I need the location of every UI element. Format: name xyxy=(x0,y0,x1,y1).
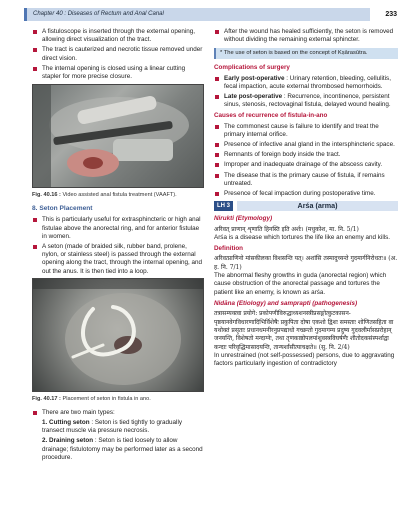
list-item: A fistuloscope is inserted through the external opening, allowing direct visualization of the tract. xyxy=(32,28,204,44)
paragraph: The abnormal fleshy growths in guda (anorectal region) which cause obstruction of the anorectal passage and tortures the patient like an enemy, is known as arśa. xyxy=(214,272,387,296)
list-item: A seton (made of braided silk, rubber band, prolene, nylon, or stainless steel) is passed through the external opening along the tract, through the internal opening, and out the anus. It is then tied into a loop. xyxy=(32,243,204,276)
seton-photo-illustration xyxy=(33,279,204,392)
chapter-title: Chapter 40 : Diseases of Rectum and Anal Canal xyxy=(33,11,164,17)
list-item: Presence of infective anal gland in the intersphincteric space. xyxy=(214,141,398,149)
page-number: 233 xyxy=(385,11,397,18)
lh-title: Arśa (arma) xyxy=(237,201,398,211)
list-item: 1. Cutting seton : Seton is tied tightly to gradually transect muscle via pressure necrosis. xyxy=(42,419,182,435)
figure-number: Fig. 40.17 : xyxy=(32,395,61,402)
paragraph: In unrestrained (not self-possessed) persons, due to aggravating factors particularly ingestion of contradictory xyxy=(214,352,395,368)
left-column xyxy=(32,28,204,464)
surgical-photo-illustration xyxy=(33,85,204,188)
list-item: Presence of fecal impaction during postoperative time. xyxy=(214,190,398,198)
subheading: Nirukti (Etymology) xyxy=(214,215,273,223)
right-column xyxy=(214,28,398,369)
sanskrit-verse: तत्रासम्यक्त्वा प्रयोगे: प्रकोपणीविरुद्धाध्यशनस्त्रीप्रसङ्गोत्कुटकासन-पृष्ठयानवेगविधारणादिभिर्विशेषैः प्रकुपिता दोषा एकशो द्विशः समस्ताः शोणितसहिता वा यथोक्तं प्रसृताः प्रधानधमनीरनुप्रपद्याधो गच्छन्तो गुदमागम्य प्रदुष्य गुदवलीर्मासप्ररोहान् जनयन्ति, विशेषतो मन्दाग्नेः, तथा तृणकाष्ठोपलपांशुवस्त्रविघर्षणैः शीतोदकसंस्पर्शाद्वा कन्दाः परिवृद्धिमासादयन्ति, तान्यर्शांसीत्याचक्षते॥ (सु. नि. 2/4) xyxy=(214,310,394,351)
list-item: The disease that is the primary cause of fistula, if remains untreated. xyxy=(214,172,398,188)
section-heading: 8. Seton Placement xyxy=(32,205,93,213)
sanskrit-verse: अरिवत्प्राणिनो मांसकीलका विशसन्ति यत्। अशांसि तस्मादुच्यन्ते गुदमार्गनिरोधतः॥ (अ. ह. नि. 7/1) xyxy=(214,255,398,271)
lh-banner xyxy=(214,201,398,211)
note-box: * The use of seton is based on the concept of Kṣārasūtra. xyxy=(214,48,398,59)
section-heading: Complications of surgery xyxy=(214,64,290,72)
lh-tag: LH 3 xyxy=(214,201,233,211)
list-item: The commonest cause is failure to identify and treat the primary internal orifice. xyxy=(214,123,398,139)
list-item: Remnants of foreign body inside the tract. xyxy=(214,151,398,159)
list-item: After the wound has healed sufficiently, the seton is removed without dividing the remaining external sphincter. xyxy=(214,28,398,44)
chapter-header xyxy=(24,8,370,21)
section-heading: Causes of recurrence of fistula-in-ano xyxy=(214,112,328,120)
list-item: There are two main types: xyxy=(32,409,204,417)
list-item: 2. Draining seton : Seton is tied loosely to allow drainage; fistulotomy may be performed later as a second procedure. xyxy=(42,437,203,461)
figure-caption: Placement of seton in fistula in ano. xyxy=(62,395,151,402)
list-item: This is particularly useful for extrasphincteric or high anal fistulae above the anorectal ring, and for anterior fistulae in women. xyxy=(32,216,204,241)
figure-number: Fig. 40.16 : xyxy=(32,192,61,199)
numbered-list xyxy=(32,419,204,462)
list-item: The internal opening is closed using a linear cutting stapler for more precise closure. xyxy=(32,65,204,81)
sanskrit-verse: अरिवत् प्राणान् शृणाति हिनस्ति इति अर्शः। (मधुकोश, मा. नि. 5/1) xyxy=(214,225,359,233)
figure-seton-photo xyxy=(32,278,204,392)
subheading: Nidāna (Etiology) and samprapti (pathogenesis) xyxy=(214,299,358,307)
list-item: Improper and inadequate drainage of the abscess cavity. xyxy=(214,161,398,169)
list-item: Early post-operative : Urinary retention, bleeding, cellulitis, fecal impaction, acute external thrombosed hemorrhoids. xyxy=(214,75,398,91)
subheading: Definition xyxy=(214,245,244,253)
figure-caption: Video assisted anal fistula treatment (VAAFT). xyxy=(62,192,177,199)
figure-vaaft-photo xyxy=(32,84,204,188)
list-item: The tract is cauterized and necrotic tissue removed under direct vision. xyxy=(32,46,204,62)
paragraph: Arśa is a disease which tortures the life like an enemy and kills. xyxy=(214,234,391,242)
list-item: Late post-operative : Recurrence, incontinence, persistent sinus, stenosis, rectovaginal fistula, delayed wound healing. xyxy=(214,93,398,109)
